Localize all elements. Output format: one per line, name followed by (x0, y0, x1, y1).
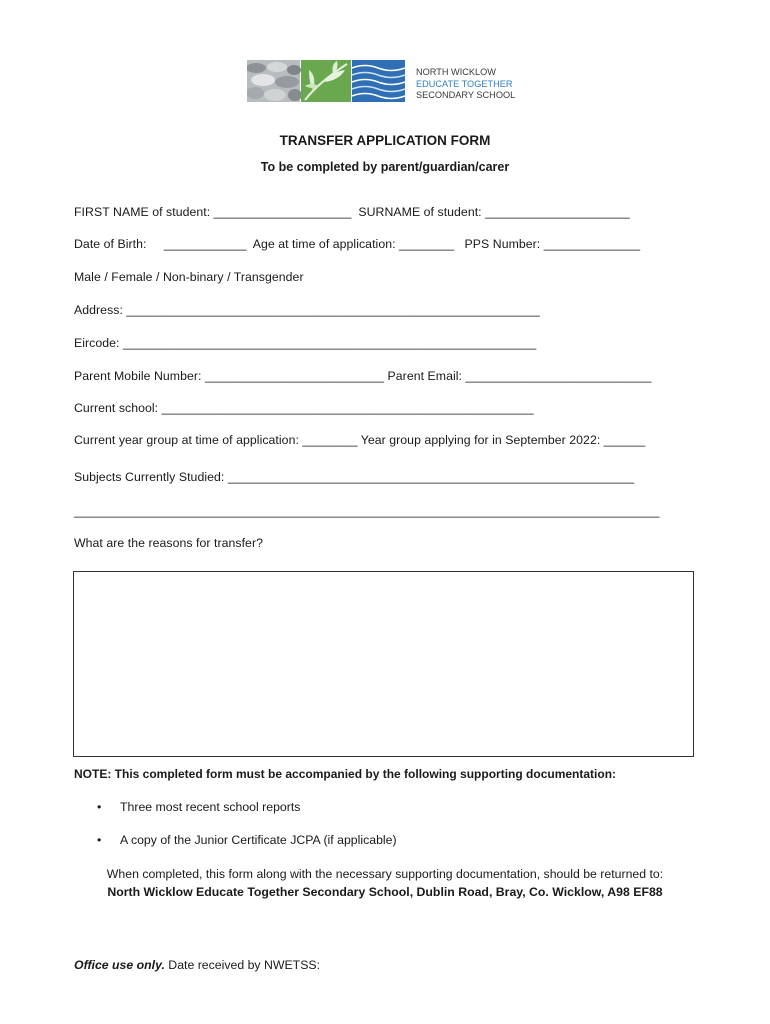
year-group-field[interactable]: Current year group at time of application: ________ Year group applying for in September 2022: ______ (74, 433, 646, 447)
reasons-label: What are the reasons for transfer? (74, 536, 263, 550)
parent-contact-field[interactable]: Parent Mobile Number: __________________________ Parent Email: ___________________________ (74, 369, 652, 383)
form-subtitle: To be completed by parent/guardian/carer (260, 160, 510, 174)
eircode-field[interactable]: Eircode: ____________________________________________________________ (74, 336, 537, 350)
student-name-field[interactable]: FIRST NAME of student: ____________________ SURNAME of student: _____________________ (74, 205, 630, 219)
return-instructions: When completed, this form along with the necessary supporting documentation, should be returned to: (106, 867, 664, 881)
logo-stones-panel (247, 60, 302, 102)
school-logo-text: NORTH WICKLOW EDUCATE TOGETHER SECONDARY SCHOOL (416, 67, 516, 100)
gender-options[interactable]: Male / Female / Non-binary / Transgender (74, 270, 304, 284)
date-received-label: Date received by NWETSS: (164, 958, 321, 972)
address-field[interactable]: Address: ____________________________________________________________ (74, 303, 540, 317)
dob-age-pps-field[interactable]: Date of Birth: ____________ Age at time of application: ________ PPS Number: ______________ (74, 237, 641, 251)
office-use-label: Office use only. (74, 958, 165, 972)
form-title: TRANSFER APPLICATION FORM (279, 133, 491, 148)
bullet-icon: • (97, 800, 102, 814)
subjects-field[interactable]: Subjects Currently Studied: ___________________________________________________________ (74, 470, 635, 484)
document-list-item: • A copy of the Junior Certificate JCPA (if applicable) (97, 833, 397, 847)
logo-waves-panel (352, 60, 405, 102)
school-address: North Wicklow Educate Together Secondary School, Dublin Road, Bray, Co. Wicklow, A98 EF88 (107, 885, 663, 899)
logo-leaf-panel (301, 60, 351, 102)
reasons-textbox[interactable] (73, 571, 694, 757)
document-list-item: • Three most recent school reports (97, 800, 301, 814)
subjects-field-continued[interactable]: _____________________________________________________________________________________ (74, 504, 660, 518)
office-use-line (74, 958, 320, 972)
bullet-icon: • (97, 833, 102, 847)
current-school-field[interactable]: Current school: ______________________________________________________ (74, 401, 534, 415)
documentation-note: NOTE: This completed form must be accompanied by the following supporting documentation: (74, 767, 617, 781)
